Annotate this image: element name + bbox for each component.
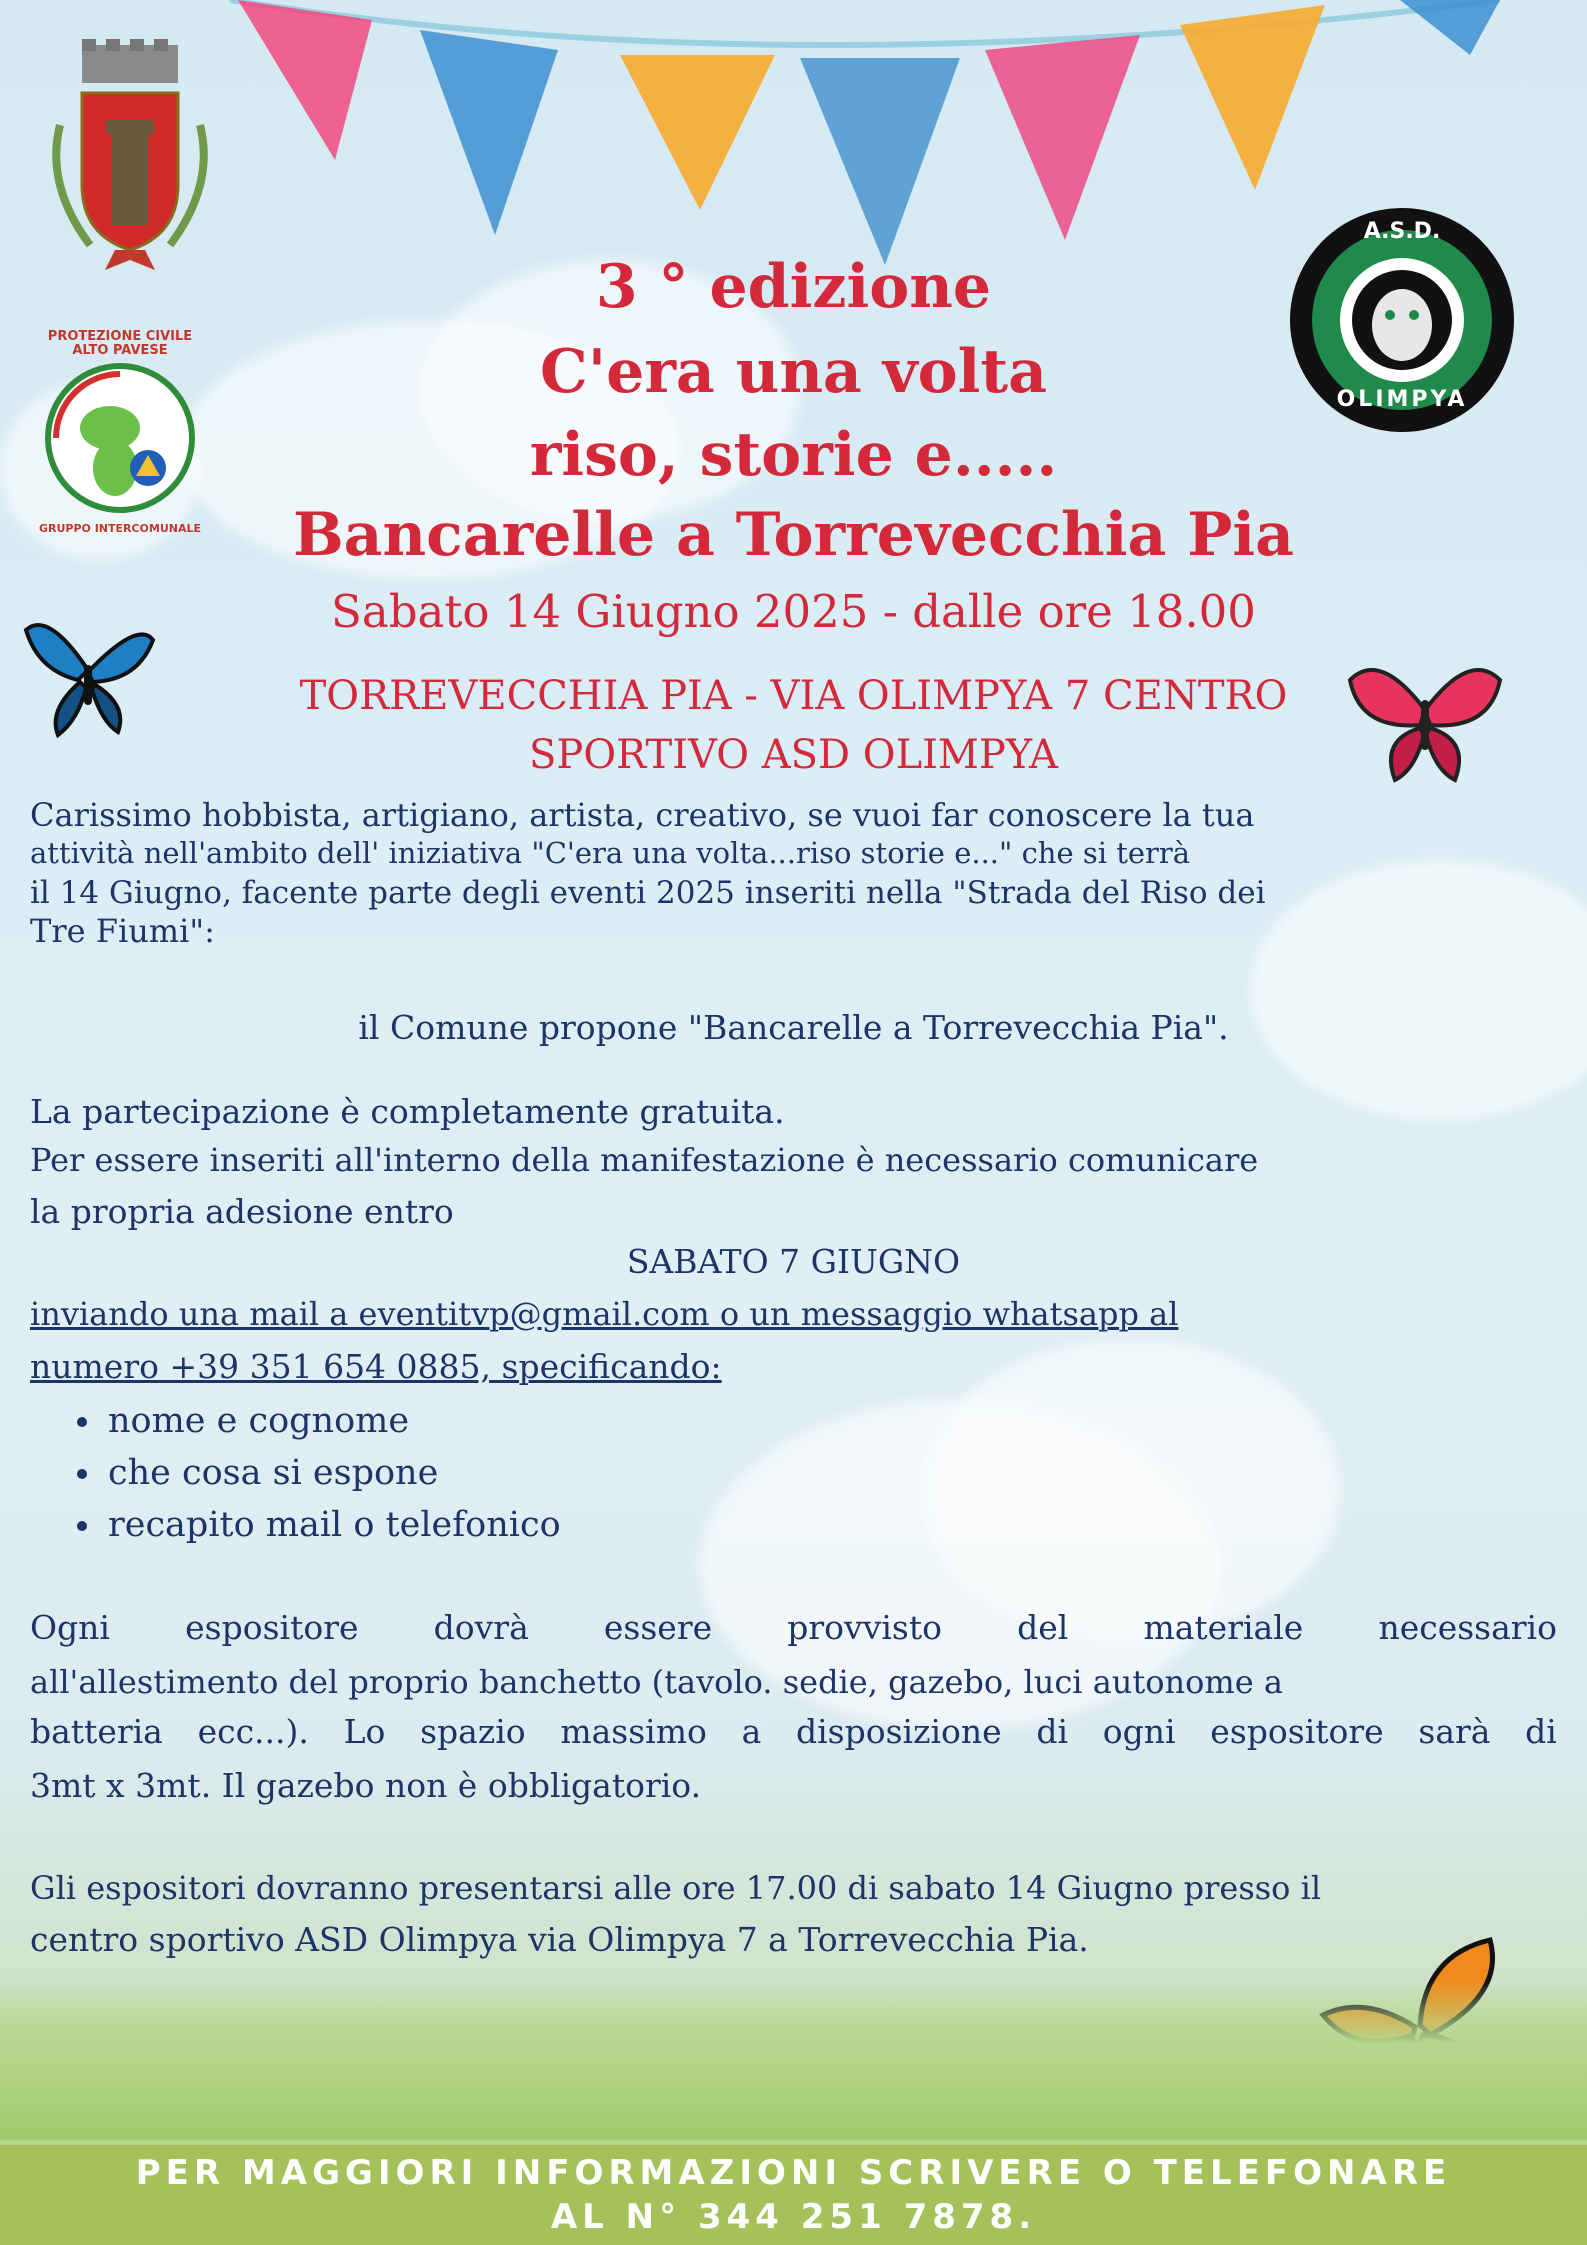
equipment-line1: Ogni espositore dovrà essere provvisto del materiale necessario (30, 1608, 1557, 1647)
cloud (1250, 860, 1587, 1120)
intro-line1: Carissimo hobbista, artigiano, artista, creativo, se vuoi far conoscere la tua (30, 796, 1255, 834)
cloud (920, 1340, 1340, 1640)
list-item: • che cosa si espone (104, 1447, 561, 1499)
olimpya-bottom-text: OLIMPYA (1336, 387, 1468, 412)
olimpya-top-text: A.S.D. (1363, 219, 1441, 244)
edition-heading: 3 ° edizione (595, 252, 992, 322)
coat-of-arms-logo (30, 35, 230, 275)
protezione-civile-title: PROTEZIONE CIVILE (47, 329, 193, 344)
intro-line4: Tre Fiumi": (30, 912, 215, 950)
participation-line1: La partecipazione è completamente gratuita. (30, 1092, 785, 1131)
contact-line1: inviando una mail a eventitvp@gmail.com o un messaggio whatsapp al (30, 1295, 1179, 1333)
footer-banner (0, 2145, 1587, 2245)
participation-line2: Per essere inseriti all'interno della manifestazione è necessario comunicare (30, 1141, 1259, 1179)
footer-line2: AL N° 344 251 7878. (550, 2197, 1037, 2237)
protezione-civile-subtitle: ALTO PAVESE (72, 343, 168, 358)
arrival-line1: Gli espositori dovranno presentarsi alle ore 17.00 di sabato 14 Giugno presso il (30, 1869, 1322, 1907)
event-title-line2: riso, storie e..... (529, 420, 1058, 490)
event-title-line3: Bancarelle a Torrevecchia Pia (292, 500, 1295, 570)
participation-line3: la propria adesione entro (30, 1192, 454, 1231)
deadline: SABATO 7 GIUGNO (626, 1242, 961, 1281)
contact-line2: numero +39 351 654 0885, specificando: (30, 1347, 722, 1386)
equipment-line2: all'allestimento del proprio banchetto (tavolo. sedie, gazebo, luci autonome a (30, 1663, 1283, 1701)
event-date: Sabato 14 Giugno 2025 - dalle ore 18.00 (331, 585, 1256, 638)
intro-line3: il 14 Giugno, facente parte degli eventi 2025 inseriti nella "Strada del Riso dei (30, 875, 1266, 911)
footer-line1: PER MAGGIORI INFORMAZIONI SCRIVERE O TELEFONARE (135, 2153, 1452, 2193)
intro-line2: attività nell'ambito dell' iniziativa "C'era una volta...riso storie e..." che si terrà (30, 836, 1191, 870)
grass-field (0, 1980, 1587, 2140)
equipment-line4: 3mt x 3mt. Il gazebo non è obbligatorio. (30, 1766, 702, 1805)
equipment-line3: batteria ecc...). Lo spazio massimo a disposizione di ogni espositore sarà di (30, 1712, 1557, 1751)
list-item: • recapito mail o telefonico (104, 1499, 561, 1551)
protezione-civile-group: GRUPPO INTERCOMUNALE (38, 522, 202, 535)
event-title-line1: C'era una volta (540, 337, 1047, 407)
venue-line2: SPORTIVO ASD OLIMPYA (529, 732, 1058, 778)
list-item: • nome e cognome (104, 1395, 561, 1447)
requirements-list (60, 1395, 561, 1551)
venue-line1: TORREVECCHIA PIA - VIA OLIMPYA 7 CENTRO (299, 673, 1288, 719)
arrival-line2: centro sportivo ASD Olimpya via Olimpya 7 a Torrevecchia Pia. (30, 1920, 1089, 1959)
proposal-line: il Comune propone "Bancarelle a Torrevecchia Pia". (358, 1008, 1229, 1047)
